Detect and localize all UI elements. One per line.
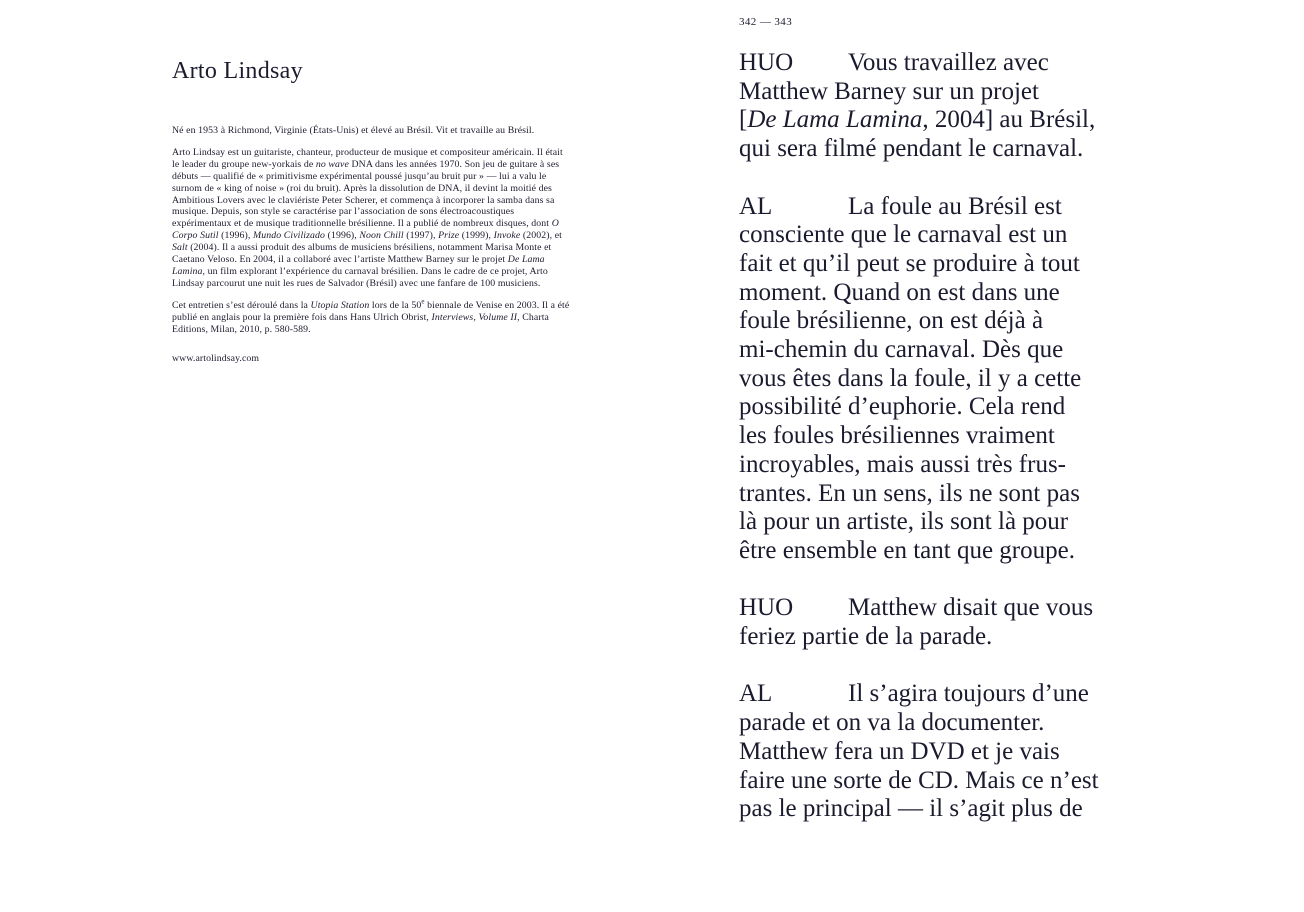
- text-run: les foules brésiliennes vraiment: [739, 422, 1055, 450]
- text-run: [: [739, 106, 748, 134]
- text-run: , Charta Editions, Milan, 2010, p. 580-589.: [172, 311, 549, 335]
- text-run: Il s’agira toujours d’une: [848, 680, 1089, 708]
- text-run: lors de la 50: [369, 299, 422, 311]
- text-run: (1996),: [325, 230, 360, 242]
- interview-line: [739, 106, 1169, 135]
- bio-paragraph: [172, 297, 572, 336]
- interview-paragraph: [739, 594, 1169, 651]
- interview-line: [739, 680, 1169, 709]
- text-run: parade et on va la documenter.: [739, 709, 1045, 737]
- artist-name-title: Arto Lindsay: [172, 58, 303, 84]
- text-run: Arto Lindsay est un guitariste, chanteur, producteur de musique et compositeur américain. Il était le leader du groupe new-yorkais de: [172, 146, 563, 170]
- italic-text: Prize: [438, 230, 460, 242]
- interview-line: [739, 537, 1169, 566]
- interview-line: [739, 623, 1169, 652]
- interview-line: [739, 250, 1169, 279]
- bio-paragraph: [172, 125, 572, 137]
- page-numbers: 342 — 343: [739, 16, 793, 28]
- interview-line: [739, 193, 1169, 222]
- text-run: Matthew fera un DVD et je vais: [739, 737, 1060, 765]
- italic-text: De Lama Lamina: [172, 254, 545, 277]
- text-run: fait et qu’il peut se produire à tout: [739, 249, 1080, 277]
- text-run: Matthew Barney sur un projet: [739, 77, 1039, 105]
- text-run: DNA dans les années 1970. Son jeu de guitare à ses débuts — qualifié de « primitivisme expérimental poussé jusqu’au bruit pur » — lui a valu le surnom de « king of noise » (roi du bruit). Après la dissolution de DNA, il devint la moitié des Ambitious Lovers avec le claviériste Peter Scherer, et commença à incorporer la samba dans sa musique. Depuis, son style se caractérise par l’association de sons électroacoustiques expérimentaux et de musique traditionnelle brésilienne. Il a publié de nombreux disques, dont: [172, 158, 560, 230]
- speaker-label: AL: [739, 192, 773, 220]
- left-page: [172, 58, 572, 374]
- interview-text: [739, 49, 1169, 853]
- text-run: (2004). Il a aussi produit des albums de musiciens brésiliens, notamment Marisa Monte et Caetano Veloso. En 2004, il a collaboré avec l’artiste Matthew Barney sur le projet: [172, 242, 552, 266]
- bio-paragraph: [172, 147, 572, 290]
- italic-text: Interviews, Volume II: [431, 311, 518, 323]
- interview-line: [739, 738, 1169, 767]
- text-run: consciente que le carnaval est un: [739, 221, 1068, 249]
- interview-line: [739, 279, 1169, 308]
- artist-bio: [172, 125, 572, 364]
- text-run: pas le principal — il s’agit plus de: [739, 795, 1083, 823]
- interview-line: [739, 480, 1169, 509]
- text-run: Cet entretien s’est déroulé dans la: [172, 299, 311, 311]
- speaker-label: HUO: [739, 49, 794, 76]
- text-run: là pour un artiste, ils sont là pour: [739, 508, 1069, 536]
- italic-text: Noon Chill: [359, 230, 404, 242]
- text-run: feriez partie de la parade.: [739, 623, 993, 651]
- interview-line: [739, 795, 1169, 824]
- interview-line: [739, 307, 1169, 336]
- speaker-label: AL: [739, 680, 773, 708]
- text-run: (1996),: [218, 230, 253, 242]
- interview-paragraph: [739, 680, 1169, 824]
- interview-paragraph: [739, 193, 1169, 566]
- text-run: faire une sorte de CD. Mais ce n’est: [739, 766, 1099, 794]
- interview-line: [739, 336, 1169, 365]
- italic-text: Utopia Station: [310, 299, 370, 311]
- text-run: Né en 1953 à Richmond, Virginie (États-Unis) et élevé au Brésil. Vit et travaille au Brésil.: [172, 125, 535, 136]
- italic-text: Mundo Civilizado: [252, 230, 326, 242]
- speaker-label: HUO: [739, 594, 794, 622]
- italic-text: De Lama Lamina: [747, 106, 923, 134]
- italic-text: Invoke: [493, 230, 521, 242]
- interview-line: [739, 451, 1169, 480]
- text-run: moment. Quand on est dans une: [739, 278, 1060, 306]
- italic-text: Salt: [172, 242, 188, 254]
- interview-line: [739, 422, 1169, 451]
- text-run: trantes. En un sens, ils ne sont pas: [739, 479, 1080, 507]
- text-run: mi-chemin du carnaval. Dès que: [739, 336, 1064, 364]
- text-run: , 2004] au Brésil,: [922, 106, 1096, 134]
- text-run: , un film explorant l’expérience du carnaval brésilien. Dans le cadre de ce projet, Arto Lindsay parcourut une nuit les rues de Salvador (Brésil) avec une fanfare de 100 musiciens.: [172, 265, 548, 289]
- text-run: incroyables, mais aussi très frus-: [739, 450, 1067, 478]
- text-run: Matthew disait que vous: [848, 594, 1094, 622]
- interview-line: [739, 508, 1169, 537]
- text-run: foule brésilienne, on est déjà à: [739, 307, 1044, 335]
- text-run: (1999),: [459, 230, 494, 242]
- interview-line: [739, 49, 1169, 78]
- interview-line: [739, 767, 1169, 796]
- text-run: être ensemble en tant que groupe.: [739, 536, 1075, 564]
- superscript-text: e: [421, 297, 425, 306]
- interview-line: [739, 365, 1169, 394]
- text-run: (1997),: [403, 230, 439, 242]
- text-run: Vous travaillez avec: [848, 49, 1049, 76]
- text-run: possibilité d’euphorie. Cela rend: [739, 393, 1066, 421]
- text-run: www.artolindsay.com: [172, 352, 260, 364]
- text-run: (2002), et: [520, 230, 562, 242]
- interview-line: [739, 78, 1169, 107]
- italic-text: no wave: [315, 158, 349, 170]
- interview-line: [739, 709, 1169, 738]
- interview-line: [739, 135, 1169, 164]
- interview-line: [739, 594, 1169, 623]
- bio-paragraph: [172, 353, 572, 365]
- text-run: vous êtes dans la foule, il y a cette: [739, 364, 1082, 392]
- italic-text: O Corpo Sutil: [172, 218, 559, 242]
- interview-line: [739, 221, 1169, 250]
- interview-line: [739, 393, 1169, 422]
- text-run: La foule au Brésil est: [848, 192, 1062, 220]
- interview-paragraph: [739, 49, 1169, 164]
- text-run: qui sera filmé pendant le carnaval.: [739, 135, 1084, 163]
- text-run: biennale de Venise en 2003. Il a été publié en anglais pour la première fois dans Hans Ulrich Obrist,: [172, 299, 570, 323]
